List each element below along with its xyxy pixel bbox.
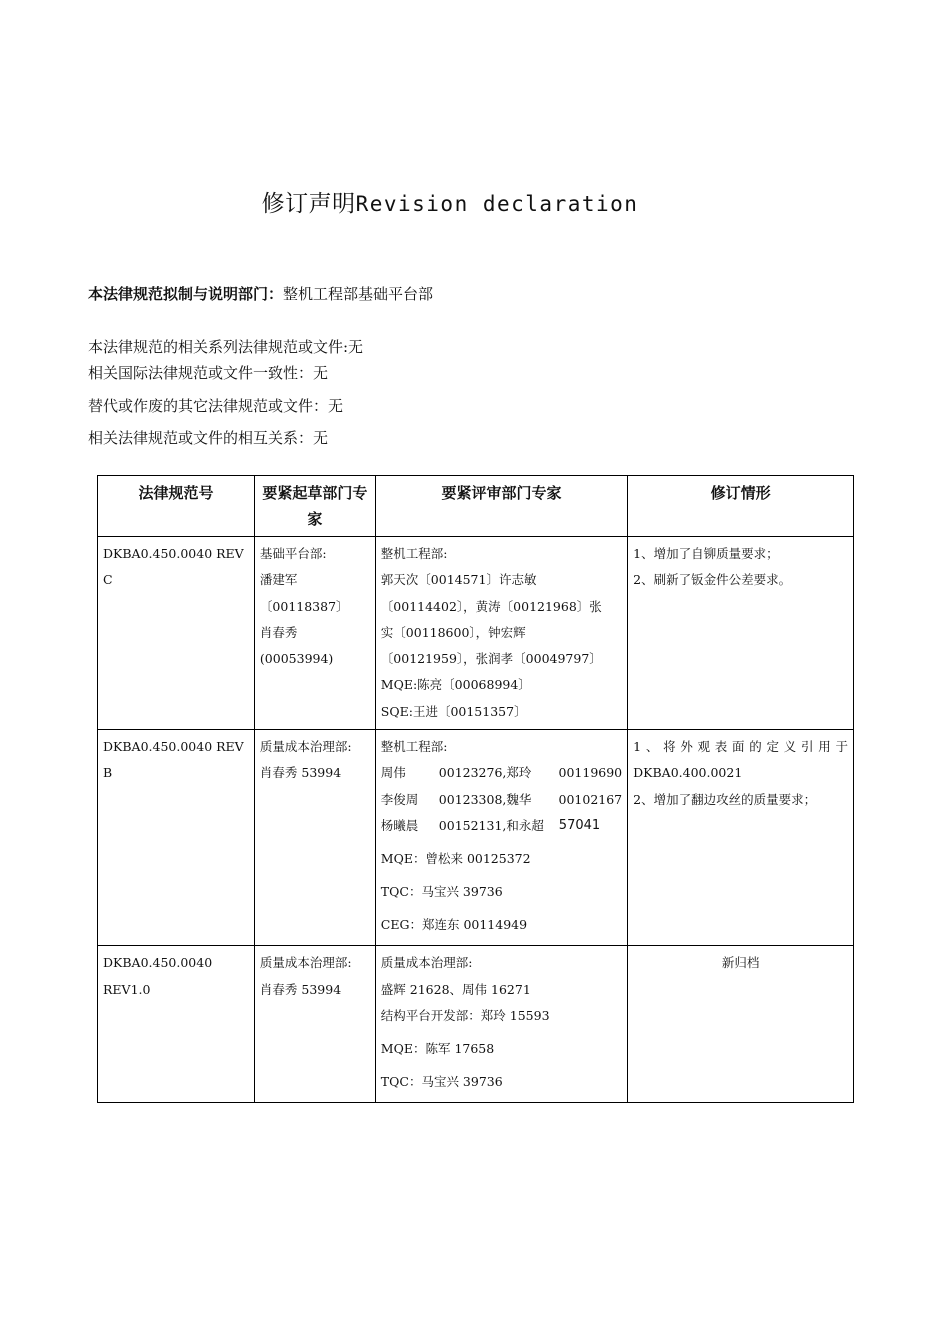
info-line: 相关法律规范或文件的相互关系：无 xyxy=(88,429,329,447)
page-title xyxy=(0,185,900,218)
cell-changes: 新归档 xyxy=(628,946,854,1103)
table-row xyxy=(98,537,854,730)
header-code: 法律规范号 xyxy=(98,476,255,537)
cell-changes: 1、将外观表面的定义引用于 DKBA0.400.0021 2、增加了翻边攻丝的质量要求； xyxy=(628,730,854,946)
cell-drafters: 基础平台部: 潘建军 〔00118387〕 肖春秀(00053994) xyxy=(254,537,375,730)
cell-code: DKBA0.450.0040 REV C xyxy=(98,537,255,730)
title-en: Revision declaration xyxy=(355,192,639,216)
cell-changes: 1、增加了自铆质量要求； 2、刷新了钣金件公差要求。 xyxy=(628,537,854,730)
title-zh: 修订声明 xyxy=(261,191,356,217)
header-drafters: 要紧起草部门专家 xyxy=(254,476,375,537)
header-reviewers: 要紧评审部门专家 xyxy=(375,476,627,537)
table-row xyxy=(98,946,854,1103)
table-row xyxy=(98,730,854,946)
info-line: 本法律规范的相关系列法律规范或文件:无 xyxy=(88,338,364,356)
cell-reviewers: 整机工程部: 郭天次〔0014571〕许志敏 〔00114402〕，黄涛〔00121968〕张 实〔00118600〕，钟宏辉 〔00121959〕，张润孝〔00049797〕 MQE:陈亮〔00068994〕 SQE:王进〔00151357〕 xyxy=(375,537,627,730)
revision-table xyxy=(97,475,854,1103)
table-header-row xyxy=(98,476,854,537)
cell-reviewers: 整机工程部: 周伟 00123276,郑玲 00119690 李俊周 00123308,魏华 00102167 杨曦晨 00152131,和永超 57041 MQE：曾松来 00125372 TQC：马宝兴 39736 CEG：郑连东 00114949 xyxy=(375,730,627,946)
cell-reviewers: 质量成本治理部: 盛辉 21628、周伟 16271 结构平台开发部：郑玲 15593 MQE：陈军 17658 TQC：马宝兴 39736 xyxy=(375,946,627,1103)
dept-value: 整机工程部基础平台部 xyxy=(283,285,434,303)
cell-drafters: 质量成本治理部: 肖春秀 53994 xyxy=(254,730,375,946)
cell-code: DKBA0.450.0040 REV1.0 xyxy=(98,946,255,1103)
cell-code: DKBA0.450.0040 REV B xyxy=(98,730,255,946)
dept-label: 本法律规范拟制与说明部门： xyxy=(88,285,284,303)
cell-drafters: 质量成本治理部: 肖春秀 53994 xyxy=(254,946,375,1103)
header-changes: 修订情形 xyxy=(628,476,854,537)
info-line: 替代或作废的其它法律规范或文件：无 xyxy=(88,397,344,415)
info-line: 相关国际法律规范或文件一致性：无 xyxy=(88,364,329,382)
dept-line xyxy=(88,283,433,304)
